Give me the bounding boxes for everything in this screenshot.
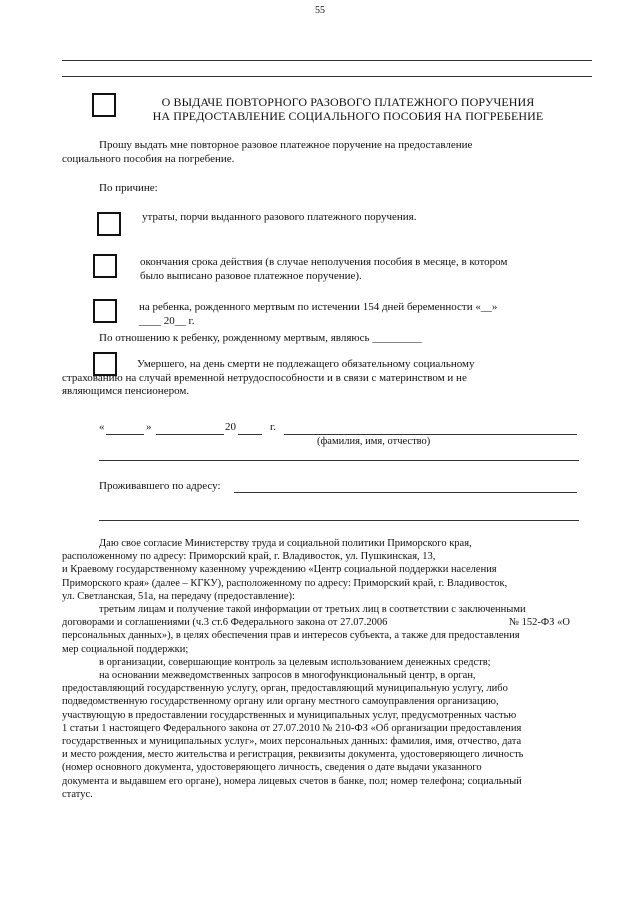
expiry-line-1: окончания срока действия (в случае неполучения пособия в месяце, в котором xyxy=(140,256,508,268)
fio-extra-line[interactable] xyxy=(99,460,579,461)
consent-p4-line-10: статус. xyxy=(62,788,93,800)
consent-p2-line-1: третьим лицам и получение такой информации от третьих лиц в соответствии с заключенными xyxy=(99,604,526,616)
deceased-option-text xyxy=(62,358,578,399)
date-close-quote: » xyxy=(146,421,152,433)
consent-block xyxy=(62,537,578,801)
consent-p1-line-4: Приморского края» (далее – КГКУ), расположенному по адресу: Приморский край, г. Владивосток, xyxy=(62,577,508,589)
page-number: 55 xyxy=(315,5,325,16)
consent-p2-line-3: персональных данных»), в целях обеспечения прав и интересов субъекта, а также для предоставления xyxy=(62,630,520,642)
consent-p1-line-2: расположенному по адресу: Приморский край, г. Владивосток, ул. Пушкинская, 13, xyxy=(62,551,436,563)
consent-p4-line-3: подведомственную государственному органу или органу местного самоуправления организацию, xyxy=(62,696,499,708)
consent-p2-line-2a: договорами и соглашениями (ч.3 ст.6 Федерального закона от 27.07.2006 xyxy=(62,617,388,629)
year-prefix: 20 xyxy=(225,421,236,433)
consent-p4-line-8: (номер основного документа, удостоверяющего личность, сведения о дате выдачи указанного xyxy=(62,762,482,774)
stillborn-line-2: ____ 20__ г. xyxy=(139,314,195,327)
relation-field[interactable]: По отношению к ребенку, рожденному мертвым, являюсь _________ xyxy=(99,332,422,344)
consent-p3: в организации, совершающие контроль за целевым использованием денежных средств; xyxy=(99,656,491,668)
consent-p1-line-5: ул. Светланская, 51а, на передачу (предоставление): xyxy=(62,590,295,602)
deceased-line-1: Умершего, на день смерти не подлежащего обязательному социальному xyxy=(137,358,475,370)
request-paragraph xyxy=(62,139,578,166)
header-rule-bottom xyxy=(62,76,592,77)
expiry-option-text xyxy=(140,256,507,283)
address-label: Проживавшего по адресу: xyxy=(99,480,221,492)
stillborn-line-1: на ребенка, рожденного мертвым по истечении 154 дней беременности «__» xyxy=(139,301,498,313)
consent-p2-line-2b: № 152-ФЗ «О xyxy=(509,617,570,629)
address-blank[interactable] xyxy=(234,492,577,493)
consent-p2-line-2 xyxy=(62,616,578,629)
stillborn-checkbox[interactable] xyxy=(93,299,117,323)
consent-p1-line-3: и Краевому государственному казенному учреждению «Центр социальной поддержки населения xyxy=(62,564,497,576)
consent-p1-line-1: Даю свое согласие Министерству труда и социальной политики Приморского края, xyxy=(99,538,472,549)
address-extra-line[interactable] xyxy=(99,520,579,521)
consent-p4-line-4: участвующую в предоставлении государственных и муниципальных услуг, предусмотренных частью xyxy=(62,709,517,721)
fio-caption: (фамилия, имя, отчество) xyxy=(317,436,431,447)
form-title xyxy=(128,95,568,123)
title-line-1: О ВЫДАЧЕ ПОВТОРНОГО РАЗОВОГО ПЛАТЕЖНОГО ПОРУЧЕНИЯ xyxy=(161,95,535,109)
header-rule-top xyxy=(62,60,592,61)
deceased-line-2: страхованию на случай временной нетрудоспособности и в связи с материнством и не xyxy=(62,371,467,384)
month-blank[interactable] xyxy=(156,434,224,435)
consent-p4-line-6: государственных и муниципальных услуг», моих персональных данных: фамилия, имя, отчество, дата xyxy=(62,736,522,748)
consent-p4-line-9: документа и выдавшем его органе), номера лицевых счетов в банке, пол; номер телефона; социальный xyxy=(62,775,522,787)
day-blank[interactable] xyxy=(106,434,144,435)
consent-p4-line-2: предоставляющий государственную услугу, орган, предоставляющий муниципальную услугу, либо xyxy=(62,683,508,695)
consent-p4-line-5: 1 статьи 1 настоящего Федерального закона от 27.07.2010 № 210-ФЗ «Об организации предоставления xyxy=(62,722,522,734)
expiry-checkbox[interactable] xyxy=(93,254,117,278)
loss-option-text: утраты, порчи выданного разового платежного поручения. xyxy=(142,211,417,223)
request-line-1: Прошу выдать мне повторное разовое платежное поручение на предоставление xyxy=(99,139,473,151)
reason-label: По причине: xyxy=(99,182,158,194)
title-line-2: НА ПРЕДОСТАВЛЕНИЕ СОЦИАЛЬНОГО ПОСОБИЯ НА ПОГРЕБЕНИЕ xyxy=(152,109,544,123)
deceased-line-3: являющимся пенсионером. xyxy=(62,385,190,397)
title-checkbox[interactable] xyxy=(92,93,116,117)
expiry-line-2: было выписано разовое платежное поручение). xyxy=(140,269,362,282)
date-open-quote: « xyxy=(99,421,105,433)
stillborn-option-text xyxy=(139,301,497,328)
request-line-2: социального пособия на погребение. xyxy=(62,152,235,165)
consent-p4-line-1: на основании межведомственных запросов в многофункциональный центр, в орган, xyxy=(99,670,476,682)
loss-checkbox[interactable] xyxy=(97,212,121,236)
year-blank[interactable] xyxy=(238,434,262,435)
consent-p2-line-4: мер социальной поддержки; xyxy=(62,643,189,655)
consent-p4-line-7: и место рождения, место жительства и регистрация, реквизиты документа, удостоверяющего личность xyxy=(62,749,524,761)
year-suffix: г. xyxy=(270,421,277,433)
